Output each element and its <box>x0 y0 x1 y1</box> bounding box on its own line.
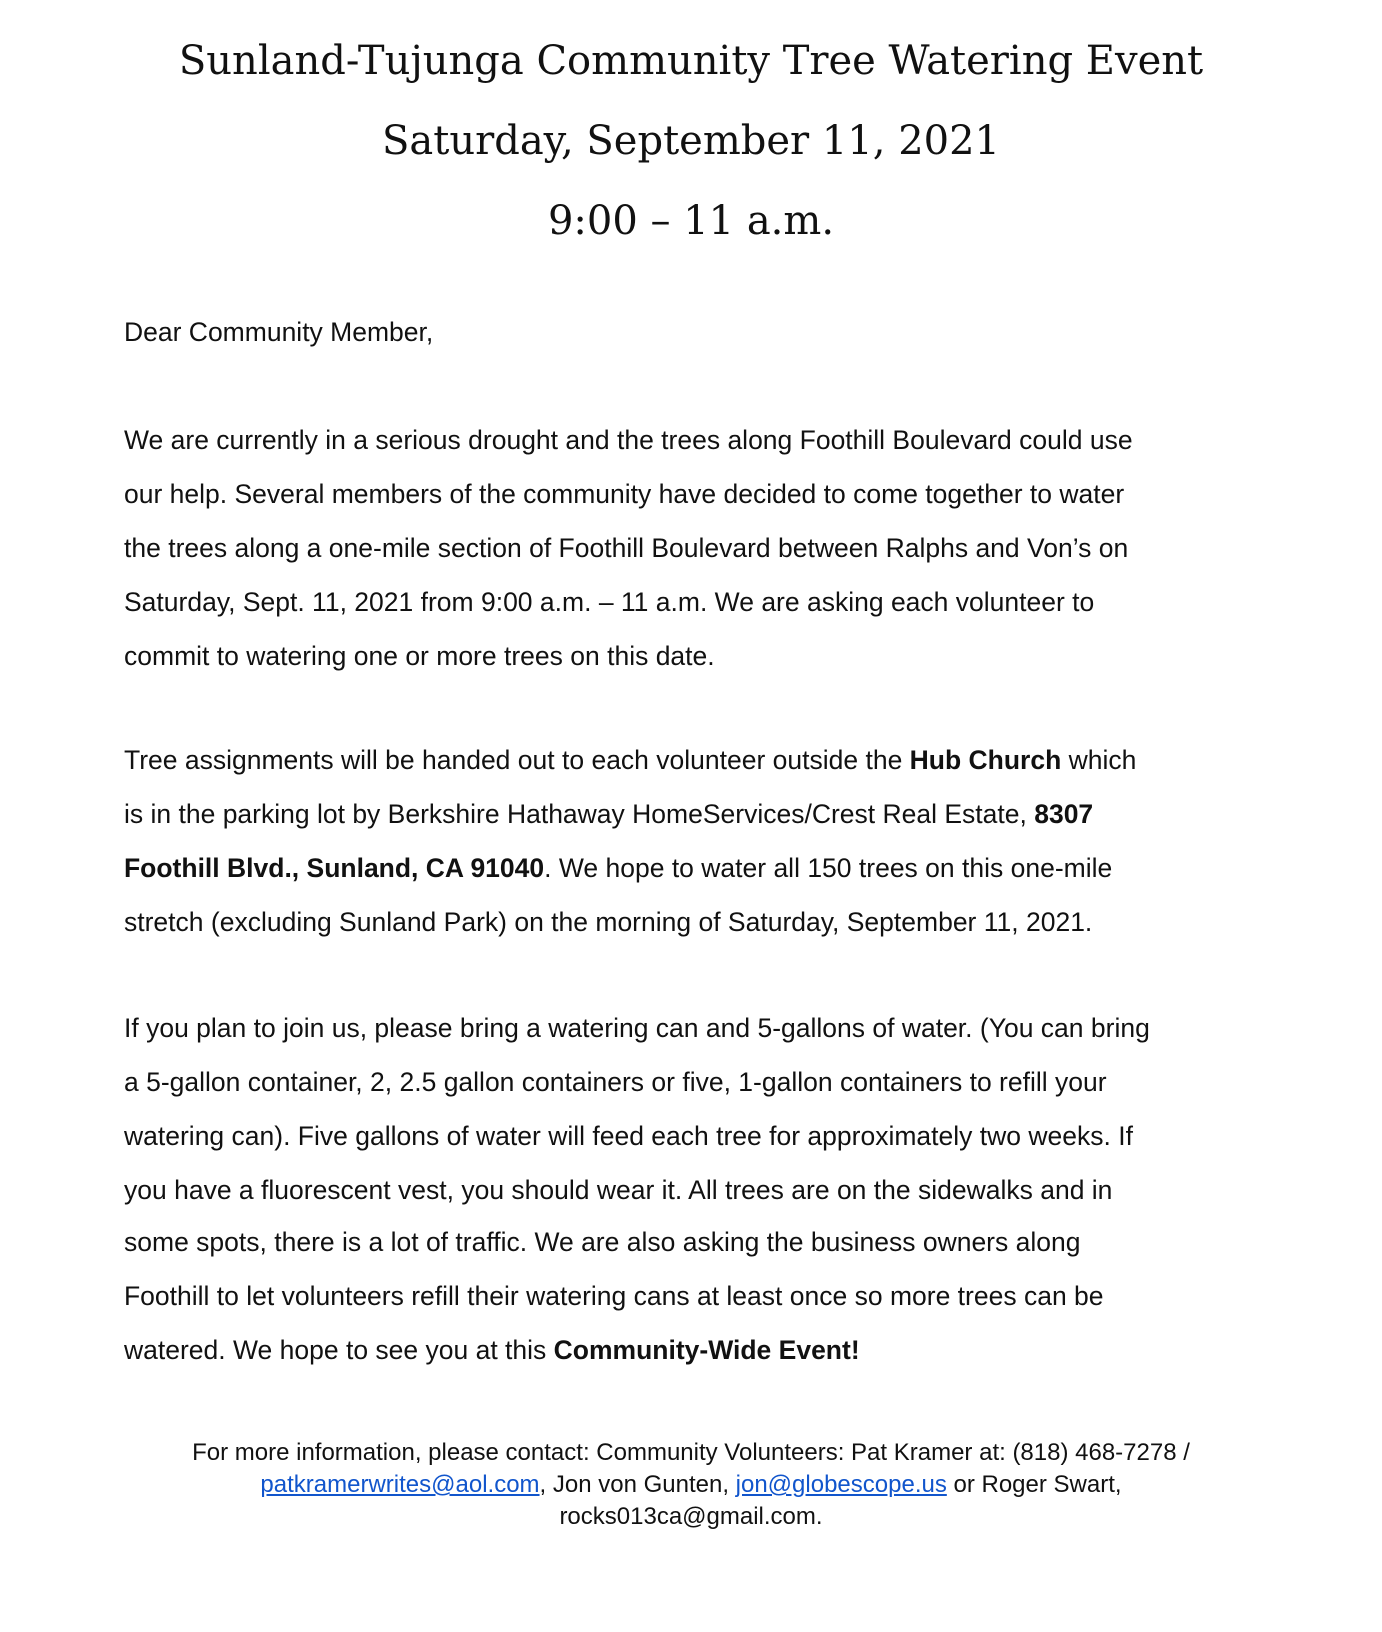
paragraph-line: you have a fluorescent vest, you should wear it. All trees are on the sidewalks and in <box>124 1175 1113 1205</box>
address-bold: Foothill Blvd., Sunland, CA 91040 <box>124 853 545 883</box>
text-segment: or Roger Swart, <box>946 1471 1122 1498</box>
paragraph-line: a 5-gallon container, 2, 2.5 gallon containers or five, 1-gallon containers to refill your <box>124 1067 1107 1097</box>
paragraph-line <box>124 1334 860 1366</box>
text-segment: , Jon von Gunten, <box>539 1471 736 1498</box>
event-date: Saturday, September 11, 2021 <box>382 118 1000 164</box>
paragraph-line <box>124 798 1093 830</box>
address-bold: 8307 <box>1034 799 1094 829</box>
contact-line: For more information, please contact: Community Volunteers: Pat Kramer at: (818) 468-7278 / <box>192 1439 1190 1466</box>
paragraph-line: our help. Several members of the community have decided to come together to water <box>124 479 1125 509</box>
paragraph-line: the trees along a one-mile section of Foothill Boulevard between Ralphs and Von’s on <box>124 533 1129 563</box>
event-time: 9:00 – 11 a.m. <box>547 198 835 244</box>
text-segment: which <box>1061 745 1137 775</box>
text-segment: is in the parking lot by Berkshire Hathaway HomeServices/Crest Real Estate, <box>124 799 1035 829</box>
contact-line: rocks013ca@gmail.com. <box>559 1503 823 1530</box>
hub-church-bold: Hub Church <box>909 745 1062 775</box>
paragraph-line: We are currently in a serious drought and the trees along Foothill Boulevard could use <box>124 425 1133 455</box>
text-segment: Tree assignments will be handed out to each volunteer outside the <box>124 745 910 775</box>
paragraph-line: Saturday, Sept. 11, 2021 from 9:00 a.m. – 11 a.m. We are asking each volunteer to <box>124 587 1095 617</box>
text-segment: . We hope to water all 150 trees on this one-mile <box>544 853 1113 883</box>
paragraph-line: some spots, there is a lot of traffic. We are also asking the business owners along <box>124 1227 1081 1257</box>
paragraph-line <box>124 852 1112 884</box>
paragraph-line: watering can). Five gallons of water will feed each tree for approximately two weeks. If <box>124 1121 1133 1151</box>
paragraph-line: Foothill to let volunteers refill their watering cans at least once so more trees can be <box>124 1281 1104 1311</box>
event-title: Sunland-Tujunga Community Tree Watering Event <box>178 38 1204 84</box>
text-segment: watered. We hope to see you at this <box>124 1335 554 1365</box>
contact-line <box>0 1470 1382 1500</box>
paragraph-line: stretch (excluding Sunland Park) on the morning of Saturday, September 11, 2021. <box>124 907 1093 937</box>
paragraph-line: commit to watering one or more trees on this date. <box>124 641 715 671</box>
community-wide-event-bold: Community-Wide Event! <box>553 1335 860 1365</box>
paragraph-line: If you plan to join us, please bring a watering can and 5-gallons of water. (You can bring <box>124 1013 1150 1043</box>
email-link-patkramer[interactable]: patkramerwrites@aol.com <box>260 1471 540 1498</box>
greeting-text: Dear Community Member, <box>124 317 434 347</box>
paragraph-line <box>124 744 1136 776</box>
email-link-jon[interactable]: jon@globescope.us <box>735 1471 947 1498</box>
